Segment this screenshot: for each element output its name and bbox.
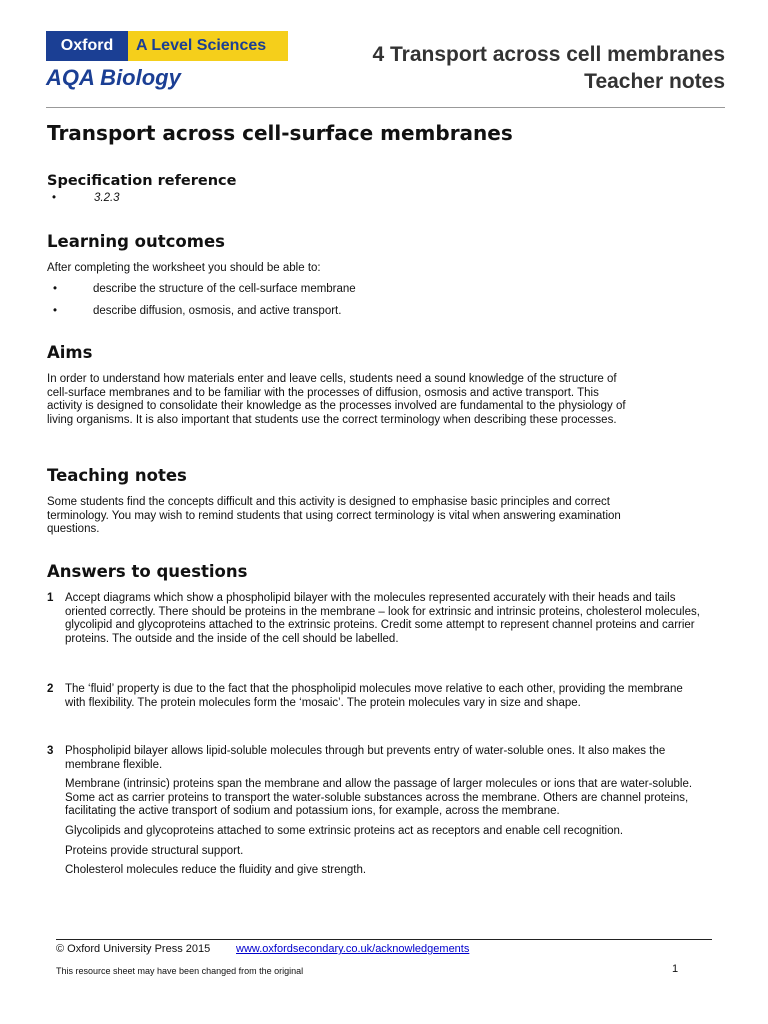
bullet-icon: • <box>52 192 57 204</box>
list-item-text: describe the structure of the cell-surface membrane <box>93 283 356 295</box>
answer-number: 2 <box>47 683 54 695</box>
answer-paragraph: Accept diagrams which show a phospholipid bilayer with the molecules represented accurately with their heads and tails oriented correctly. There should be proteins in the membrane – look for extrinsic and intrinsic proteins, cholesterol molecules, glycolipid and glycoproteins attached to the extrinsic proteins. Credit some attempt to represent channel proteins and carrier proteins. The outside and the inside of the cell should be labelled. <box>65 592 700 645</box>
bullet-icon: • <box>53 305 58 317</box>
answer-body <box>65 745 705 884</box>
page-title: Transport across cell-surface membranes <box>47 121 513 145</box>
footer-copyright: © Oxford University Press 2015 <box>56 943 211 955</box>
page-number: 1 <box>672 963 679 975</box>
learning-intro: After completing the worksheet you should be able to: <box>47 262 321 274</box>
learning-heading: Learning outcomes <box>47 232 225 251</box>
answer-body <box>65 683 705 716</box>
aims-text: In order to understand how materials enter and leave cells, students need a sound knowledge of the structure of cell-surface membranes and to be familiar with the processes of diffusion, osmosis and active transport. This activity is designed to consolidate their knowledge as the processes involved are fundamental to the physiology of living organisms. It is also important that students use the correct terminology when describing these processes. <box>47 373 626 426</box>
answer-body <box>65 592 705 652</box>
answer-paragraph: Membrane (intrinsic) proteins span the membrane and allow the passage of larger molecules or ions that are water-soluble. Some act as carrier proteins to transport the water-soluble substances across the membrane. Others are channel proteins, facilitating the active transport of sodium and potassium ions, for example, across the membrane. <box>65 778 693 818</box>
footer-note: This resource sheet may have been changed from the original <box>56 966 304 976</box>
doc-type: Teacher notes <box>584 70 725 93</box>
spec-heading: Specification reference <box>47 173 237 189</box>
footer-divider <box>56 939 712 940</box>
logo-oxford-label: Oxford <box>46 31 128 61</box>
answer-paragraph: Glycolipids and glycoproteins attached to some extrinsic proteins act as receptors and enable cell recognition. <box>65 824 624 837</box>
answer-paragraph: Phospholipid bilayer allows lipid-soluble molecules through but prevents entry of water-soluble ones. It also makes the membrane flexible. <box>65 745 666 771</box>
header-divider <box>46 107 725 108</box>
chapter-title: 4 Transport across cell membranes <box>372 43 725 66</box>
spec-item <box>52 192 120 204</box>
answer-number: 1 <box>47 592 54 604</box>
answers-heading: Answers to questions <box>47 562 248 581</box>
logo-series-label: A Level Sciences <box>128 31 288 61</box>
answer-paragraph: Cholesterol molecules reduce the fluidity and give strength. <box>65 864 367 877</box>
chapter-header <box>373 41 726 95</box>
acknowledgements-link[interactable]: www.oxfordsecondary.co.uk/acknowledgements <box>236 943 470 955</box>
answer-paragraph: The ‘fluid’ property is due to the fact that the phospholipid molecules move relative to each other, providing the membrane with flexibility. The protein molecules form the ‘mosaic’. The protein molecules vary in size and shape. <box>65 683 683 709</box>
oxford-logo <box>46 31 288 61</box>
subject-title: AQA Biology <box>46 65 181 90</box>
list-item-text: describe diffusion, osmosis, and active transport. <box>93 305 342 317</box>
bullet-icon: • <box>53 283 58 295</box>
teaching-heading: Teaching notes <box>47 466 187 485</box>
teaching-text: Some students find the concepts difficult and this activity is designed to emphasise basic principles and correct terminology. You may wish to remind students that using correct terminology is vital when answering examination questions. <box>47 496 621 536</box>
answer-paragraph: Proteins provide structural support. <box>65 844 244 857</box>
spec-value: 3.2.3 <box>94 192 120 204</box>
answer-number: 3 <box>47 745 54 757</box>
aims-heading: Aims <box>47 343 93 362</box>
